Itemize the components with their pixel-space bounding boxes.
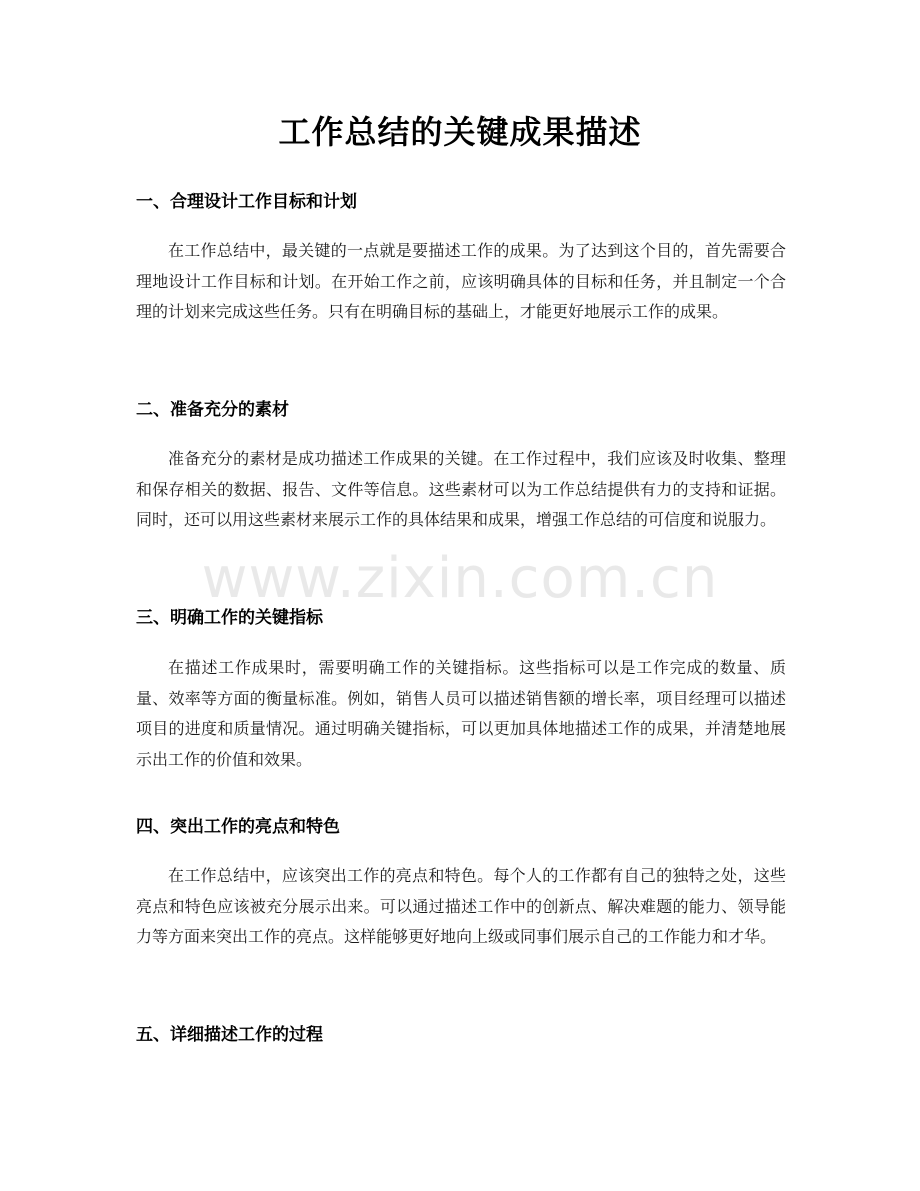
document-title: 工作总结的关键成果描述 xyxy=(278,113,642,151)
watermark: www.zixin.com.cn xyxy=(201,546,719,611)
section-heading-4: 四、突出工作的亮点和特色 xyxy=(136,817,340,837)
section-heading-1: 一、合理设计工作目标和计划 xyxy=(136,192,357,212)
section-paragraph-1: 在工作总结中，最关键的一点就是要描述工作的成果。为了达到这个目的，首先需要合理地设计工作目标和计划。在开始工作之前，应该明确具体的目标和任务，并且制定一个合理的计划来完成这些任务。只有在明确目标的基础上，才能更好地展示工作的成果。 xyxy=(136,241,786,321)
section-heading-5: 五、详细描述工作的过程 xyxy=(136,1025,323,1045)
section-heading-2: 二、准备充分的素材 xyxy=(136,400,289,420)
section-paragraph-2: 准备充分的素材是成功描述工作成果的关键。在工作过程中，我们应该及时收集、整理和保存相关的数据、报告、文件等信息。这些素材可以为工作总结提供有力的支持和证据。同时，还可以用这些素材来展示工作的具体结果和成果，增强工作总结的可信度和说服力。 xyxy=(136,449,786,529)
section-heading-3: 三、明确工作的关键指标 xyxy=(136,608,323,628)
section-paragraph-3: 在描述工作成果时，需要明确工作的关键指标。这些指标可以是工作完成的数量、质量、效率等方面的衡量标准。例如，销售人员可以描述销售额的增长率，项目经理可以描述项目的进度和质量情况。通过明确关键指标，可以更加具体地描述工作的成果，并清楚地展示出工作的价值和效果。 xyxy=(136,658,786,769)
section-paragraph-4: 在工作总结中，应该突出工作的亮点和特色。每个人的工作都有自己的独特之处，这些亮点和特色应该被充分展示出来。可以通过描述工作中的创新点、解决难题的能力、领导能力等方面来突出工作的亮点。这样能够更好地向上级或同事们展示自己的工作能力和才华。 xyxy=(136,866,786,946)
